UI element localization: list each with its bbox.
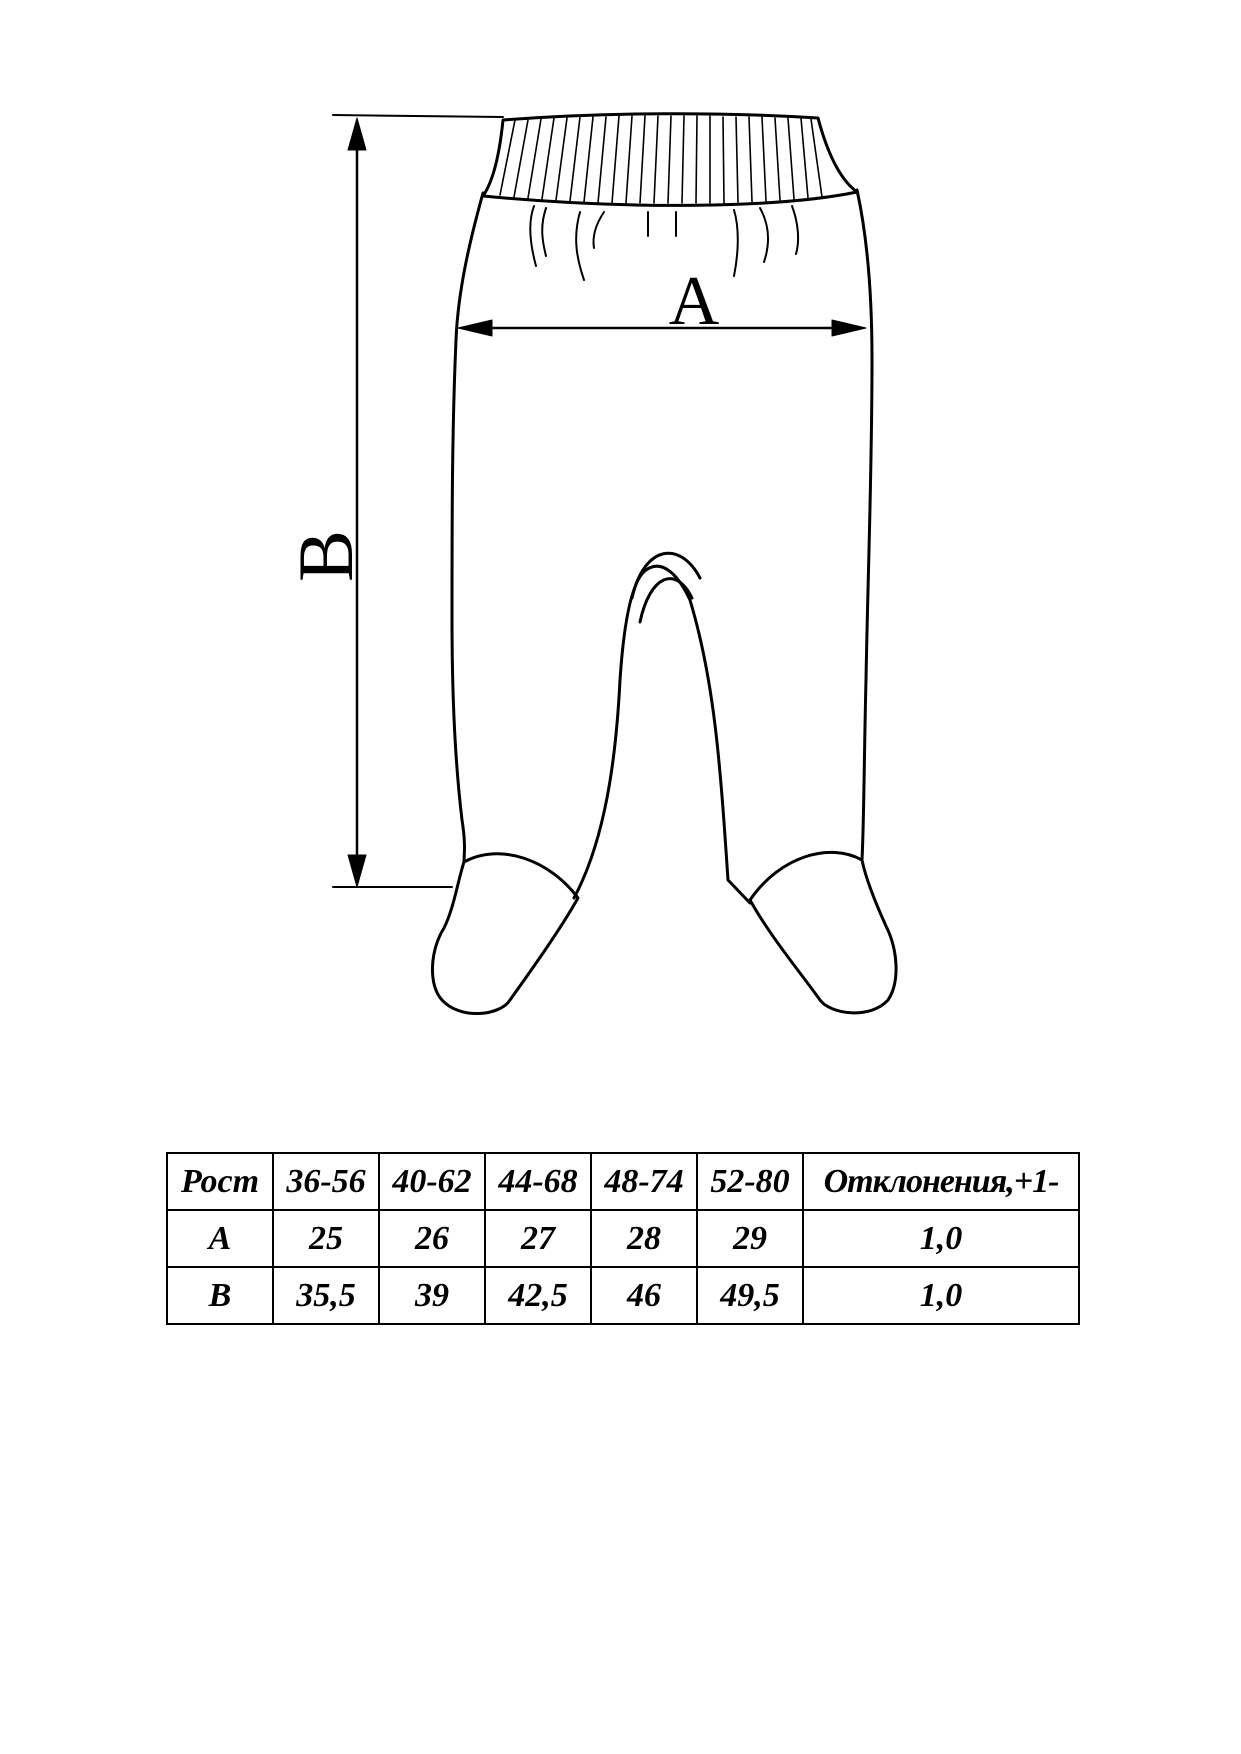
table-cell: 28 bbox=[591, 1210, 697, 1267]
table-cell: A bbox=[167, 1210, 273, 1267]
header-cell: Рост bbox=[167, 1153, 273, 1210]
right-foot bbox=[750, 852, 896, 1012]
table-cell: 1,0 bbox=[803, 1210, 1079, 1267]
left-foot bbox=[432, 854, 578, 1014]
pants-outline bbox=[452, 190, 872, 903]
dimension-a-arrow-left bbox=[458, 320, 492, 336]
table-cell: 27 bbox=[485, 1210, 591, 1267]
table-cell: 39 bbox=[379, 1267, 485, 1324]
table-cell: 46 bbox=[591, 1267, 697, 1324]
table-cell: 35,5 bbox=[273, 1267, 379, 1324]
table-row bbox=[167, 1210, 1079, 1267]
table-cell: 49,5 bbox=[697, 1267, 803, 1324]
header-cell: 44-68 bbox=[485, 1153, 591, 1210]
table-header-row bbox=[167, 1153, 1079, 1210]
table-cell: 29 bbox=[697, 1210, 803, 1267]
header-cell: 40-62 bbox=[379, 1153, 485, 1210]
header-cell: 52-80 bbox=[697, 1153, 803, 1210]
dimension-b-arrow-top bbox=[348, 118, 366, 150]
table-cell: 25 bbox=[273, 1210, 379, 1267]
table-cell: 42,5 bbox=[485, 1267, 591, 1324]
header-cell: 48-74 bbox=[591, 1153, 697, 1210]
gathers bbox=[530, 206, 798, 280]
header-cell: Отклонения,+1- bbox=[803, 1153, 1079, 1210]
dimension-a-label: A bbox=[668, 263, 720, 340]
dimension-b-arrow-bottom bbox=[348, 855, 366, 887]
table-row bbox=[167, 1267, 1079, 1324]
table-cell: B bbox=[167, 1267, 273, 1324]
dimension-b-extension-top bbox=[333, 115, 503, 117]
waistband-ribbing bbox=[500, 116, 822, 203]
size-table bbox=[166, 1152, 1080, 1325]
table-cell: 1,0 bbox=[803, 1267, 1079, 1324]
crotch-seam-inner bbox=[640, 579, 692, 622]
dimension-b-label: B bbox=[282, 529, 369, 583]
header-cell: 36-56 bbox=[273, 1153, 379, 1210]
dimension-a-arrow-right bbox=[832, 320, 866, 336]
table-cell: 26 bbox=[379, 1210, 485, 1267]
